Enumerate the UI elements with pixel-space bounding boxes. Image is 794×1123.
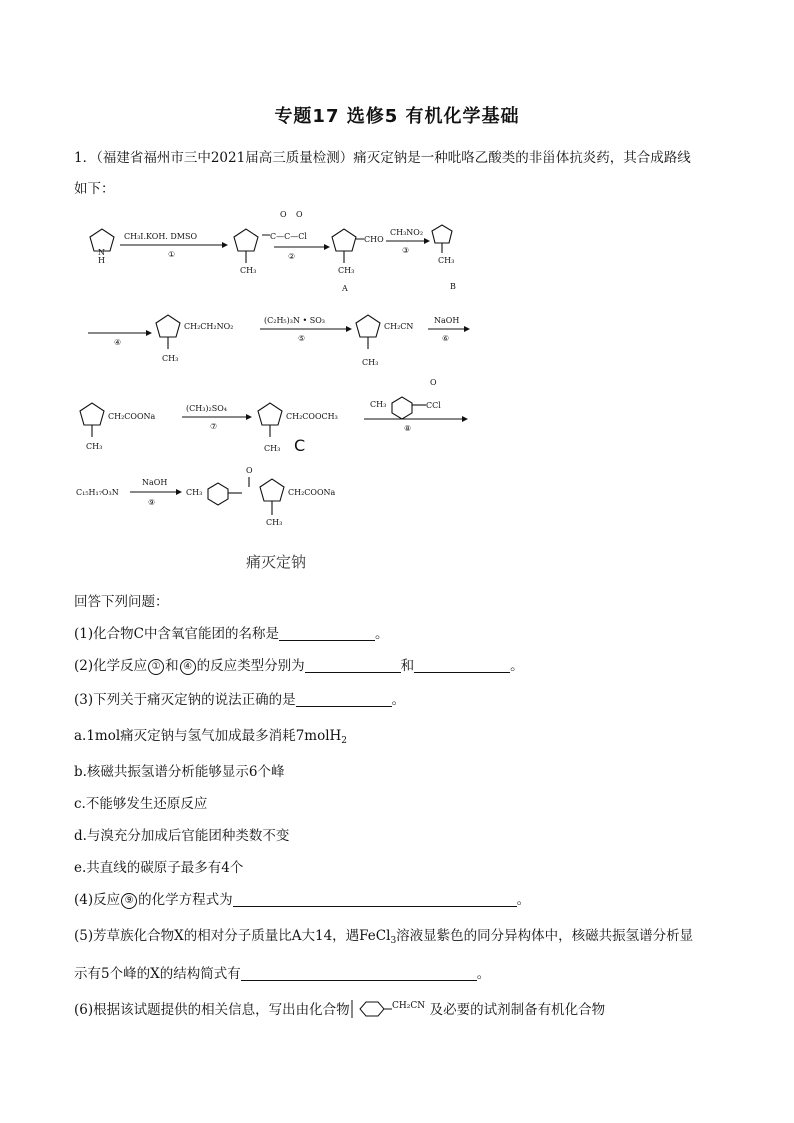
q4-post: 的化学方程式为: [138, 892, 233, 908]
reagent1-label: CH₃I.KOH. DMSO: [124, 232, 198, 241]
q6-post: 及必要的试剂制备有机化合物: [429, 1002, 606, 1018]
pyrrole-N-label: N: [98, 248, 105, 257]
q2-step-circle-4: ④: [180, 659, 196, 675]
compound-A: [332, 229, 384, 293]
oxo-label-2: O: [296, 210, 303, 219]
label-B: B: [450, 282, 456, 291]
option-b: b.核磁共振氢谱分析能够显示6个峰: [74, 764, 285, 780]
prod-nch3-label: CH₃: [266, 518, 283, 527]
benzyl-cyanide-structure: [350, 998, 430, 1020]
q2-mid: 和: [165, 658, 179, 674]
q3-tail: 。: [391, 692, 406, 708]
step4-label: ④: [114, 338, 122, 347]
acyl-ch3-label: CH₃: [370, 400, 387, 409]
option-e: e.共直线的碳原子最多有4个: [74, 860, 244, 876]
q1-answer-blank[interactable]: [279, 626, 375, 641]
q2-and: 和: [400, 658, 415, 674]
pyrrole-H-label: H: [98, 256, 105, 265]
B-ch3-label: CH₃: [438, 256, 455, 265]
label-A: A: [342, 284, 348, 293]
q5-pre: (5)芳草族化合物X的相对分子质量比A大14，遇: [74, 928, 360, 944]
reagent7-label: (CH₃)₂SO₄: [186, 404, 227, 413]
compound-acetate-na: [80, 403, 156, 451]
c4-side-label: CH₂CH₂NO₂: [184, 322, 234, 331]
step8-label: ⑧: [404, 424, 412, 433]
q2-answer-blank-2[interactable]: [414, 658, 510, 673]
question-intro-line2: 如下：: [74, 181, 115, 197]
compound-B: [432, 225, 456, 291]
item-q1: [74, 622, 388, 642]
item-q5-line1: [74, 924, 693, 946]
q3-answer-blank[interactable]: [296, 692, 392, 707]
q4-pre: (4)反应: [74, 892, 121, 908]
step7-label: ⑦: [210, 422, 218, 431]
q4-tail: 。: [516, 892, 531, 908]
q2-pre: (2)化学反应: [74, 658, 148, 674]
item-q6: [74, 998, 605, 1020]
label-C: C: [294, 436, 306, 455]
q2-answer-blank-1[interactable]: [305, 658, 401, 673]
q2-step-circle-1: ①: [148, 659, 164, 675]
nmp-ch3-label: CH₃: [240, 266, 257, 275]
q4-step-circle-9: ⑨: [121, 893, 137, 909]
q5-post: 溶液显紫色的同分异构体中，核磁共振氢谱分析显: [396, 928, 694, 944]
n-methylpyrrole: [234, 229, 258, 275]
c5-ch3-label: CH₃: [362, 358, 379, 367]
reagent9-label: NaOH: [142, 478, 168, 487]
oxo-label-1: O: [280, 210, 287, 219]
prod-side-label: CH₂COONa: [288, 488, 336, 497]
synthesis-scheme-drawing: [74, 205, 474, 575]
q5-formula: FeCl: [359, 928, 391, 944]
q5b-tail: 。: [476, 966, 491, 982]
item-q4: [74, 888, 530, 909]
c6-ch3-label: CH₃: [86, 442, 103, 451]
reagent6-label: NaOH: [434, 316, 460, 325]
answer-prompt: 回答下列问题：: [74, 594, 169, 610]
formula-start: C₁₅H₁₇O₃N: [76, 488, 119, 497]
step1-label: ①: [168, 250, 176, 259]
q5-subscript: 3: [390, 936, 397, 946]
compound-nitrile: [356, 315, 413, 367]
acyl-chloride: [370, 378, 441, 419]
compound-nitroethyl: [156, 315, 233, 363]
acyl-ccl-label: CCl: [426, 401, 441, 410]
synthesis-scheme: [74, 205, 474, 575]
q6-mol-label: CH₂CN: [391, 1001, 425, 1011]
prod-ch3-label: CH₃: [186, 488, 203, 497]
step9-label: ⑨: [148, 498, 156, 507]
q5-answer-blank[interactable]: [241, 966, 477, 981]
option-a-formula: 7molH: [295, 728, 342, 744]
q1-tail: 。: [374, 626, 389, 642]
C-side-label: CH₂COOCH₃: [286, 412, 338, 421]
page-title: 专题17 选修5 有机化学基础: [274, 106, 520, 127]
A-ch3-label: CH₃: [338, 266, 355, 275]
item-q5-line2: [74, 962, 490, 982]
c6-side-label: CH₂COONa: [108, 412, 156, 421]
q1-text: (1)化合物C中含氧官能团的名称是: [74, 626, 279, 642]
q4-answer-blank[interactable]: [233, 892, 517, 907]
item-q3: [74, 688, 405, 708]
product-name-caption: 痛灭定钠: [246, 553, 307, 571]
q5b-text: 示有5个峰的X的结构简式有: [74, 966, 241, 982]
product-tolmetin: [186, 466, 336, 527]
question-intro-line1: 1．（福建省福州市三中2021届高三质量检测）痛灭定钠是一种吡咯乙酸类的非甾体抗炎药，其合成路线: [74, 150, 691, 166]
c4-ch3-label: CH₃: [162, 354, 179, 363]
q3-text: (3)下列关于痛灭定钠的说法正确的是: [74, 692, 296, 708]
step2-label: ②: [288, 252, 296, 261]
q2-tail: 。: [510, 658, 524, 674]
item-q2: [74, 654, 524, 675]
q6-pre: (6)根据该试题提供的相关信息，写出由化合物: [74, 1002, 350, 1018]
option-d: d.与溴充分加成后官能团种类数不变: [74, 828, 290, 844]
option-a-text: a.1mol痛灭定钠与氢气加成最多消耗: [74, 728, 296, 744]
c5-side-label: CH₂CN: [384, 322, 414, 331]
reagent5-label: (C₂H₅)₃N • SO₃: [264, 316, 326, 325]
option-a: [74, 724, 347, 746]
step6-label: ⑥: [442, 334, 450, 343]
A-cho-label: CHO: [364, 235, 384, 244]
diketone-label: C—C—Cl: [270, 232, 307, 241]
step5-label: ⑤: [298, 334, 306, 343]
pyrrole-start: [90, 229, 114, 265]
option-c: c.不能够发生还原反应: [74, 796, 208, 812]
compound-C: [258, 403, 338, 455]
step3-label: ③: [402, 246, 410, 255]
prod-o-label: O: [246, 466, 253, 475]
option-a-subscript: 2: [341, 736, 348, 746]
C-ch3-label: CH₃: [264, 444, 281, 453]
q2-post: 的反应类型分别为: [196, 658, 305, 674]
reagent3-label: CH₃NO₂: [390, 228, 424, 237]
acyl-o-label: O: [430, 378, 437, 387]
